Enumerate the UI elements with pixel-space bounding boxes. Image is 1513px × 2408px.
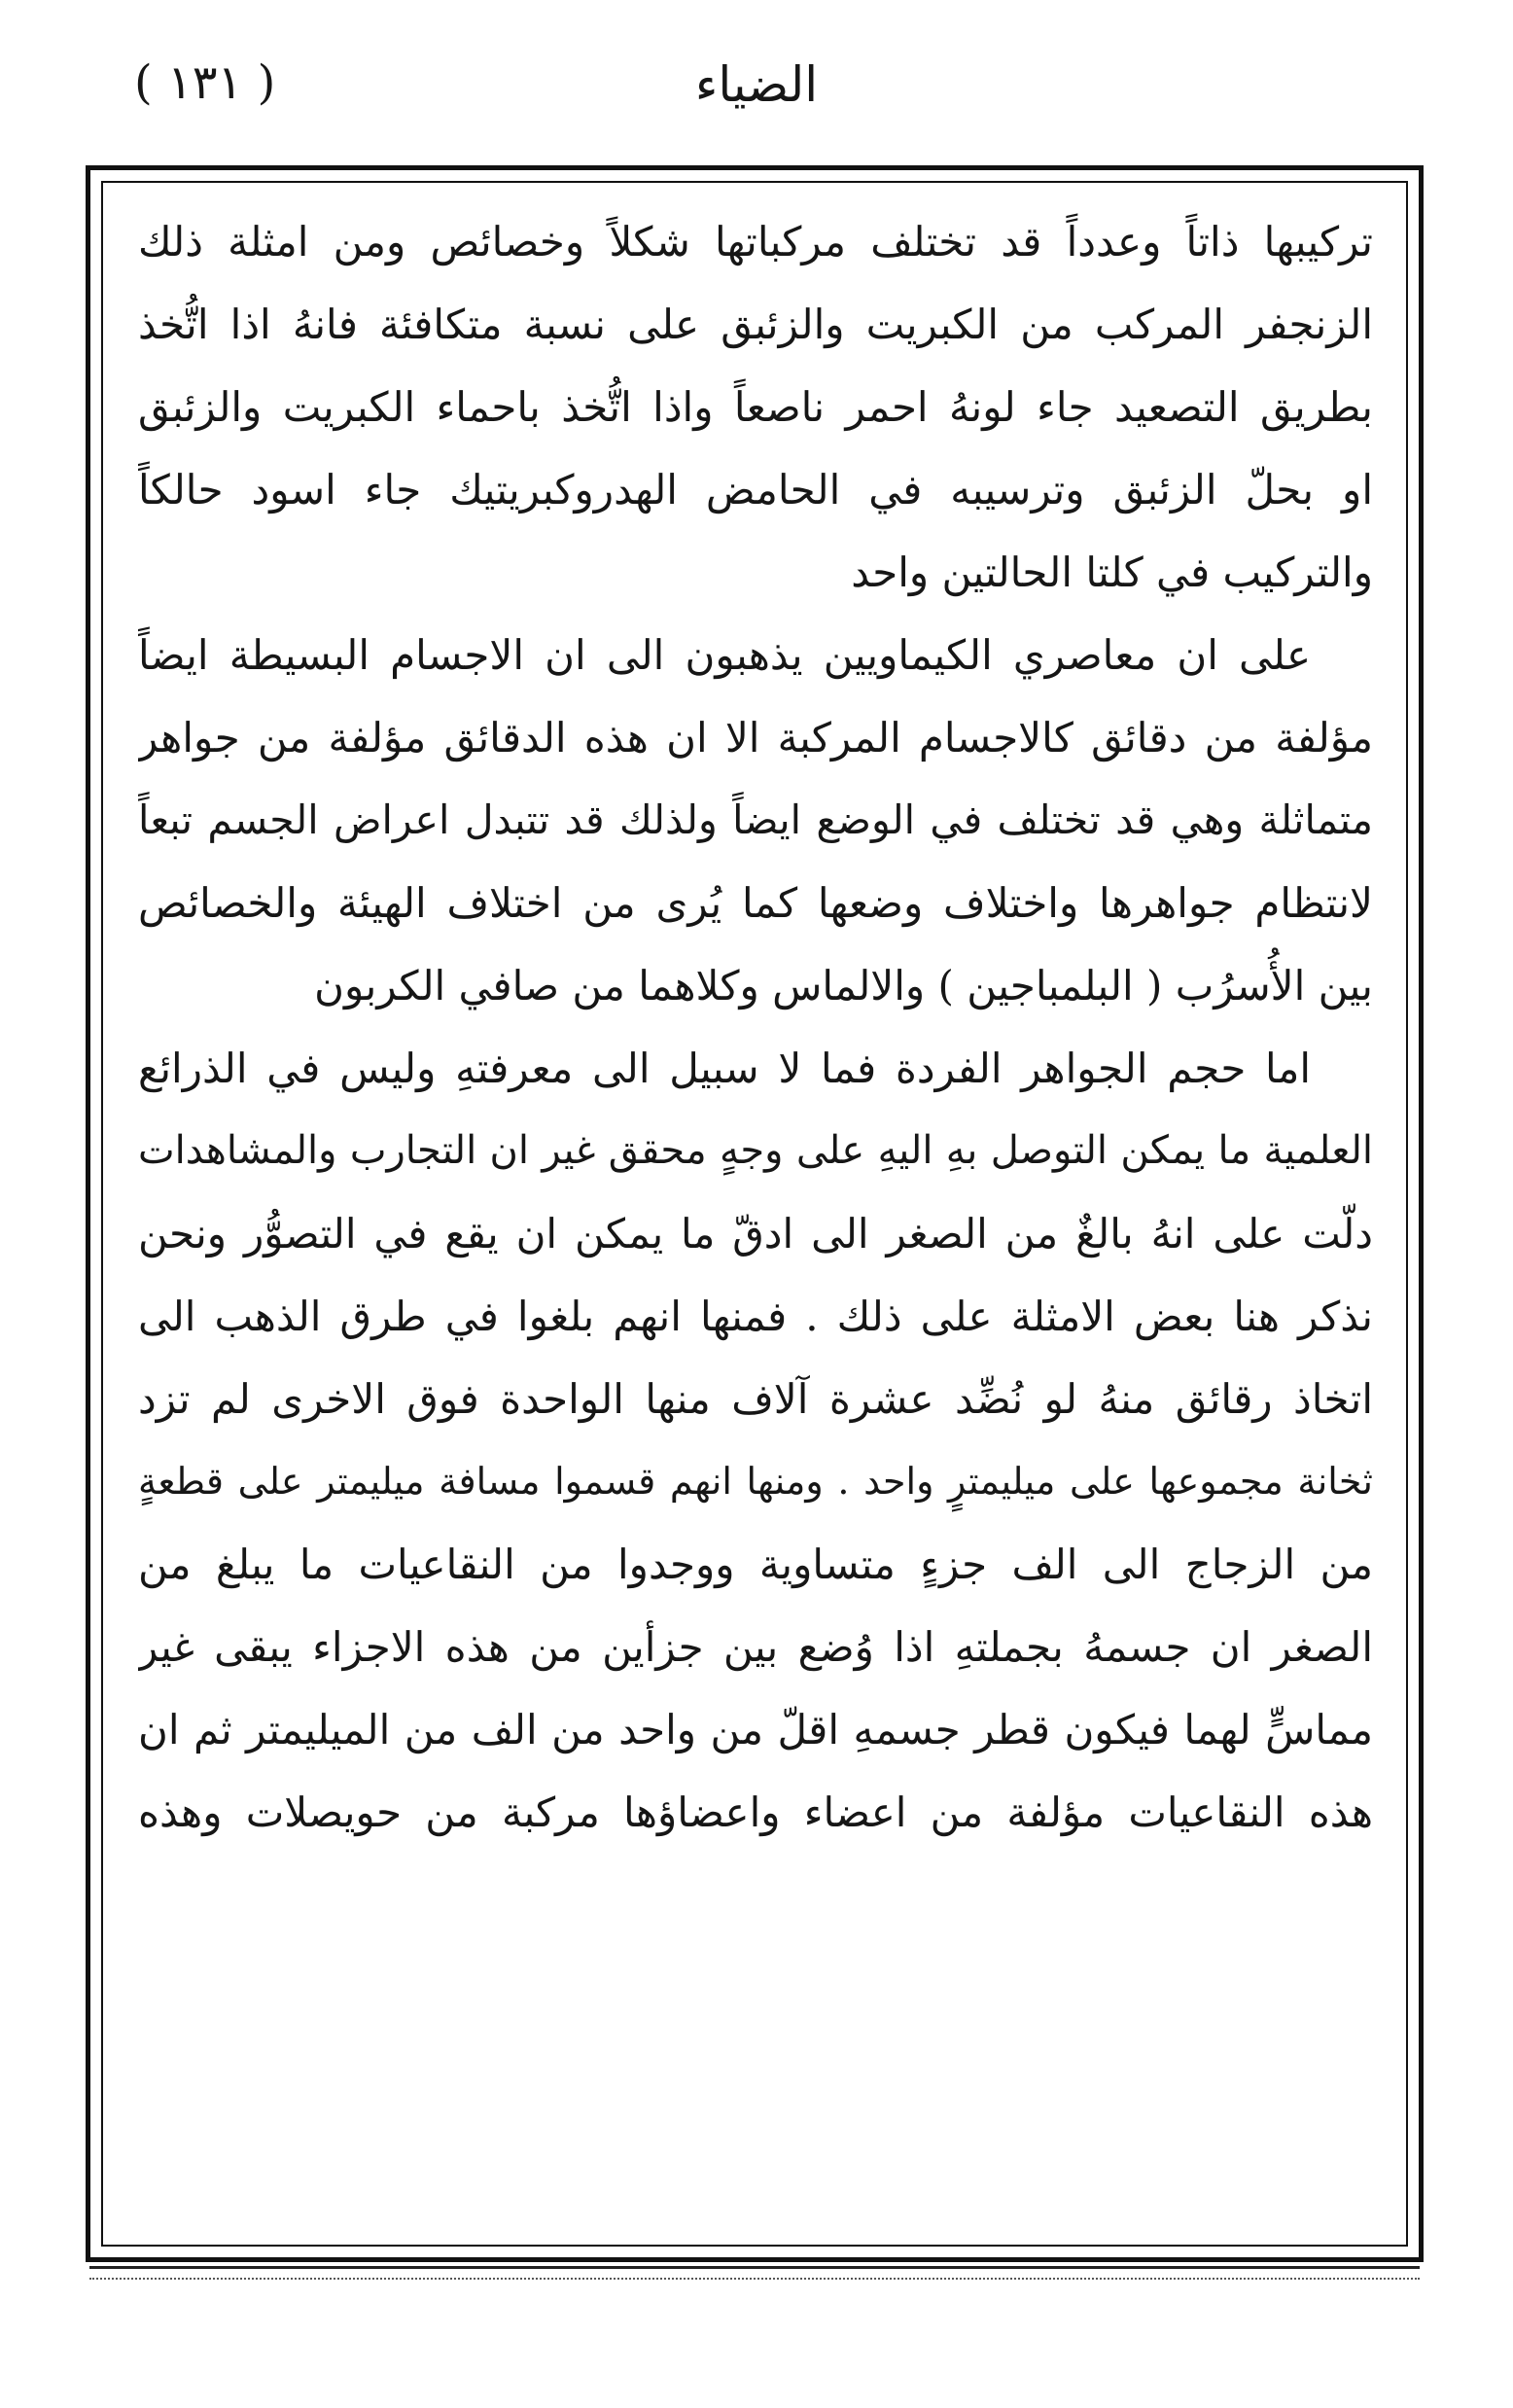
- text-line: اتخاذ رقائق منهُ لو نُضِّد عشرة آلاف منها الواحدة فوق الاخرى لم تزد: [138, 1375, 1373, 1423]
- text-line: على ان معاصري الكيماويين يذهبون الى ان الاجسام البسيطة ايضاً: [138, 631, 1311, 679]
- text-line: بطريق التصعيد جاء لونهُ احمر ناصعاً واذا اتُّخذ باحماء الكبريت والزئبق: [138, 383, 1373, 431]
- text-line: تركيبها ذاتاً وعدداً قد تختلف مركباتها شكلاً وخصائص ومن امثلة ذلك: [138, 218, 1373, 266]
- bottom-decorative-rule: [89, 2266, 1420, 2280]
- text-line: الزنجفر المركب من الكبريت والزئبق على نسبة متكافئة فانهُ اذا اتُّخذ: [138, 301, 1373, 348]
- text-line: بين الأُسرُب ( البلمباجين ) والالماس وكلاهما من صافي الكربون: [314, 962, 1373, 1009]
- text-line: متماثلة وهي قد تختلف في الوضع ايضاً ولذلك قد تتبدل اعراض الجسم تبعاً: [138, 797, 1373, 843]
- text-line: نذكر هنا بعض الامثلة على ذلك . فمنها انهم بلغوا في طرق الذهب الى: [138, 1293, 1373, 1340]
- text-line: ثخانة مجموعها على ميليمترٍ واحد . ومنها انهم قسموا مسافة ميليمتر على قطعةٍ: [138, 1460, 1373, 1503]
- text-line: الصغر ان جسمهُ بجملتهِ اذا وُضع بين جزأين من هذه الاجزاء يبقى غير: [138, 1623, 1373, 1671]
- text-line: مؤلفة من دقائق كالاجسام المركبة الا ان هذه الدقائق مؤلفة من جواهر: [138, 714, 1373, 761]
- text-line: والتركيب في كلتا الحالتين واحد: [851, 549, 1373, 596]
- text-line: او بحلّ الزئبق وترسيبه في الحامض الهدروكبريتيك جاء اسود حالكاً: [138, 466, 1373, 513]
- page-number: ( ١٣١ ): [134, 55, 276, 110]
- page-title: الضياء: [694, 56, 819, 113]
- text-line: العلمية ما يمكن التوصل بهِ اليهِ على وجهٍ محقق غير ان التجارب والمشاهدات: [138, 1128, 1373, 1173]
- body-text: [138, 200, 1373, 1854]
- text-line: من الزجاج الى الف جزءٍ متساوية ووجدوا من النقاعيات ما يبلغ من: [138, 1540, 1373, 1588]
- text-line: لانتظام جواهرها واختلاف وضعها كما يُرى من اختلاف الهيئة والخصائص: [138, 879, 1373, 927]
- text-line: مماسٍّ لهما فيكون قطر جسمهِ اقلّ من واحد من الف من الميليمتر ثم ان: [138, 1706, 1373, 1753]
- text-line: دلّت على انهُ بالغٌ من الصغر الى ادقّ ما يمكن ان يقع في التصوُّر ونحن: [138, 1210, 1373, 1257]
- text-line: اما حجم الجواهر الفردة فما لا سبيل الى معرفتهِ وليس في الذرائع: [138, 1045, 1311, 1092]
- text-line: هذه النقاعيات مؤلفة من اعضاء واعضاؤها مركبة من حويصلات وهذه: [138, 1788, 1373, 1836]
